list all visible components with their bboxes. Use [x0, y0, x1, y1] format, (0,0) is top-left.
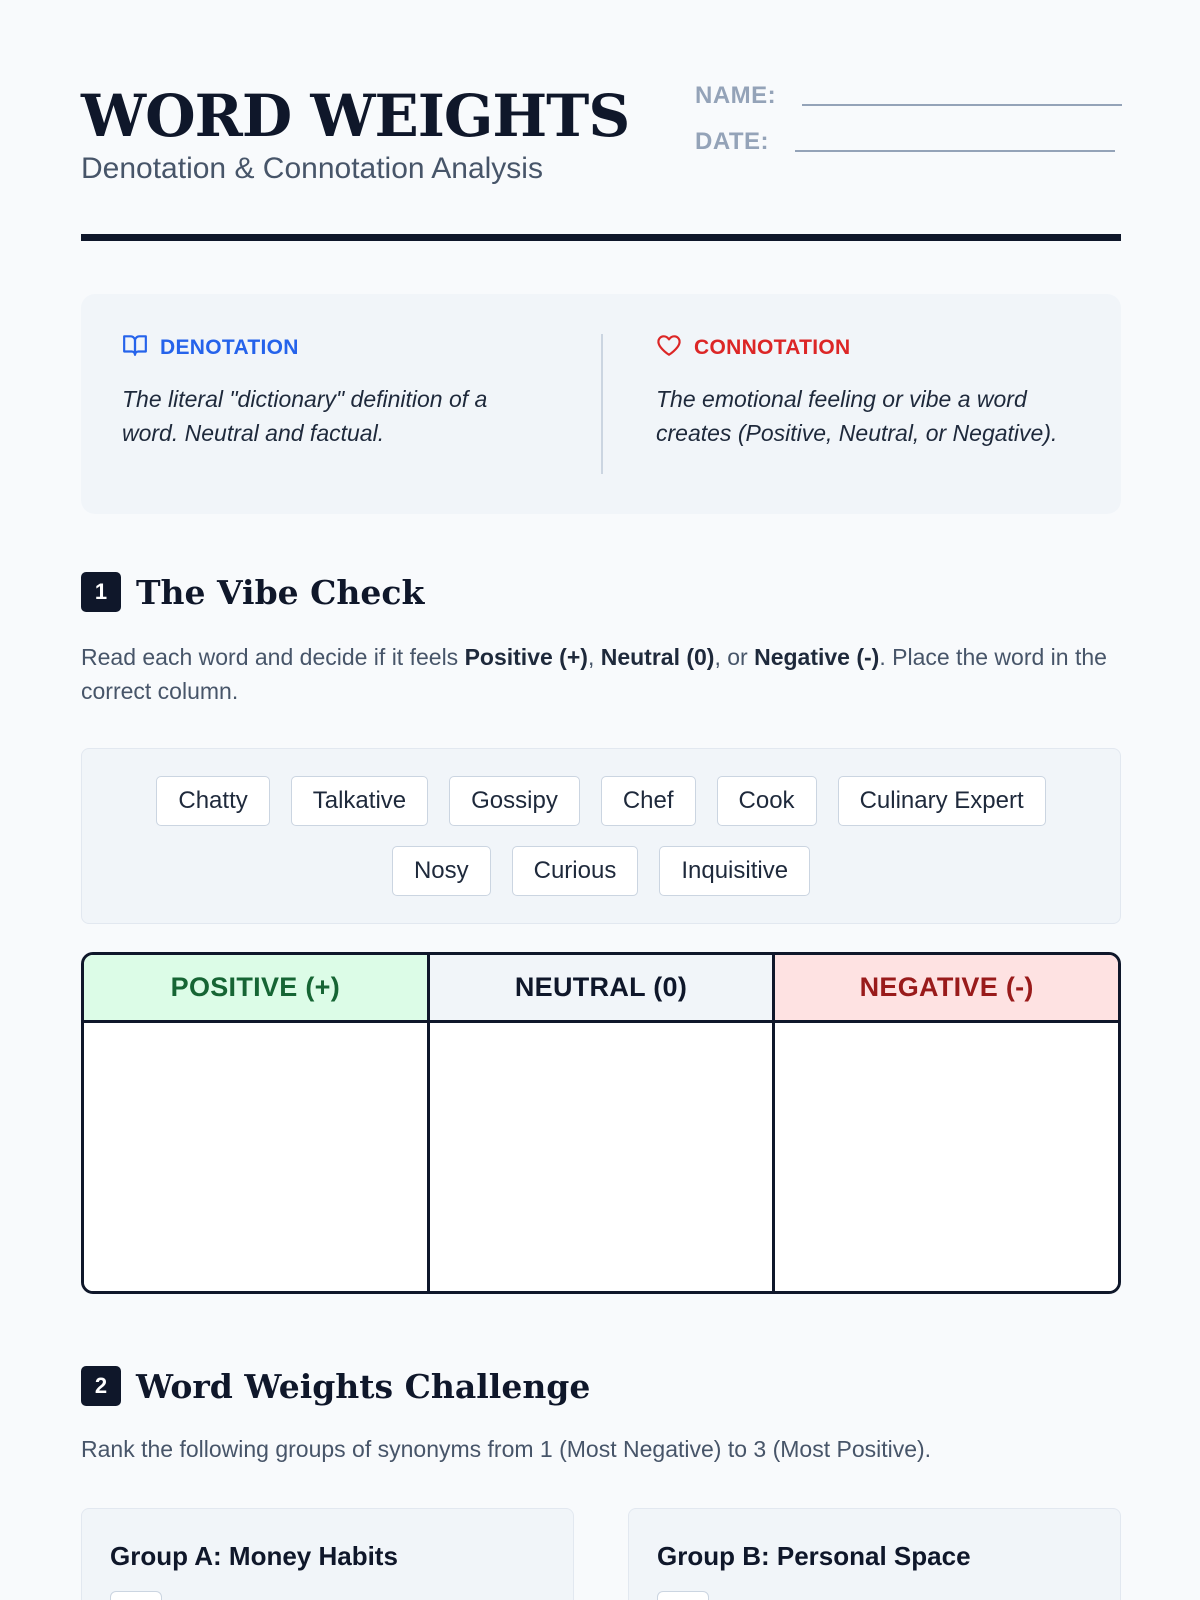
connotation-definition — [656, 332, 1076, 450]
negative-drop-zone[interactable] — [775, 1023, 1118, 1291]
denotation-heading-label: DENOTATION — [160, 336, 299, 359]
positive-drop-zone[interactable] — [84, 1023, 427, 1291]
page-subtitle: Denotation & Connotation Analysis — [81, 152, 543, 185]
section-1-instructions — [81, 640, 1121, 708]
word-chip[interactable]: Nosy — [392, 846, 491, 896]
positive-column — [84, 955, 427, 1291]
denotation-text: The literal "dictionary" definition of a word. Neutral and factual. — [122, 386, 488, 446]
word-chip[interactable]: Curious — [512, 846, 639, 896]
instructions-sep-2: , or — [714, 644, 755, 670]
instructions-negative: Negative (-) — [754, 644, 880, 670]
connotation-text: The emotional feeling or vibe a word creates (Positive, Neutral, or Negative). — [656, 386, 1058, 446]
neutral-column — [427, 955, 773, 1291]
group-b-title: Group B: Personal Space — [657, 1541, 971, 1571]
section-1-title: The Vibe Check — [136, 572, 425, 612]
word-chip[interactable]: Talkative — [291, 776, 428, 826]
word-chip[interactable]: Gossipy — [449, 776, 580, 826]
section-2-instructions: Rank the following groups of synonyms from 1 (Most Negative) to 3 (Most Positive). — [81, 1436, 932, 1462]
heart-icon — [656, 332, 682, 364]
section-2-heading — [81, 1366, 590, 1406]
section-2-number: 2 — [81, 1366, 121, 1406]
page-title: WORD WEIGHTS — [81, 82, 630, 150]
section-1-number: 1 — [81, 572, 121, 612]
negative-column — [772, 955, 1118, 1291]
instructions-neutral: Neutral (0) — [600, 644, 715, 670]
instructions-text-2: . Place the word in the correct column. — [81, 644, 1107, 704]
word-bank-row-1 — [82, 776, 1120, 826]
positive-column-header: POSITIVE (+) — [84, 955, 427, 1023]
word-chip[interactable]: Chef — [601, 776, 696, 826]
word-bank-row-2 — [82, 846, 1120, 896]
definitions-divider — [601, 334, 603, 474]
worksheet-header — [81, 0, 1121, 243]
name-line[interactable] — [802, 104, 1122, 106]
word-chip[interactable]: Culinary Expert — [838, 776, 1046, 826]
instructions-text-1: Read each word and decide if it feels — [81, 644, 465, 670]
date-label: DATE: — [695, 128, 770, 155]
word-bank — [81, 748, 1121, 924]
definitions-box — [81, 294, 1121, 514]
connotation-heading-label: CONNOTATION — [694, 336, 851, 359]
word-chip[interactable]: Chatty — [156, 776, 269, 826]
rank-input[interactable] — [110, 1591, 162, 1600]
denotation-heading — [122, 332, 542, 364]
group-a-card — [81, 1508, 574, 1600]
name-label: NAME: — [695, 82, 777, 109]
sorting-table — [81, 952, 1121, 1294]
section-2-title: Word Weights Challenge — [136, 1366, 591, 1406]
worksheet-page — [81, 0, 1121, 1571]
name-field[interactable] — [695, 78, 1122, 118]
word-chip[interactable]: Cook — [717, 776, 817, 826]
negative-column-header: NEGATIVE (-) — [775, 955, 1118, 1023]
connotation-heading — [656, 332, 1076, 364]
instructions-positive: Positive (+) — [464, 644, 588, 670]
date-field[interactable] — [695, 124, 1115, 164]
date-line[interactable] — [795, 150, 1115, 152]
neutral-column-header: NEUTRAL (0) — [430, 955, 773, 1023]
group-b-card — [628, 1508, 1121, 1600]
neutral-drop-zone[interactable] — [430, 1023, 773, 1291]
denotation-definition — [122, 332, 542, 450]
header-divider — [81, 234, 1121, 241]
rank-input[interactable] — [657, 1591, 709, 1600]
instructions-sep-1: , — [587, 644, 601, 670]
group-a-title: Group A: Money Habits — [110, 1541, 398, 1571]
word-chip[interactable]: Inquisitive — [659, 846, 810, 896]
section-1-heading — [81, 572, 424, 612]
book-icon — [122, 332, 148, 364]
